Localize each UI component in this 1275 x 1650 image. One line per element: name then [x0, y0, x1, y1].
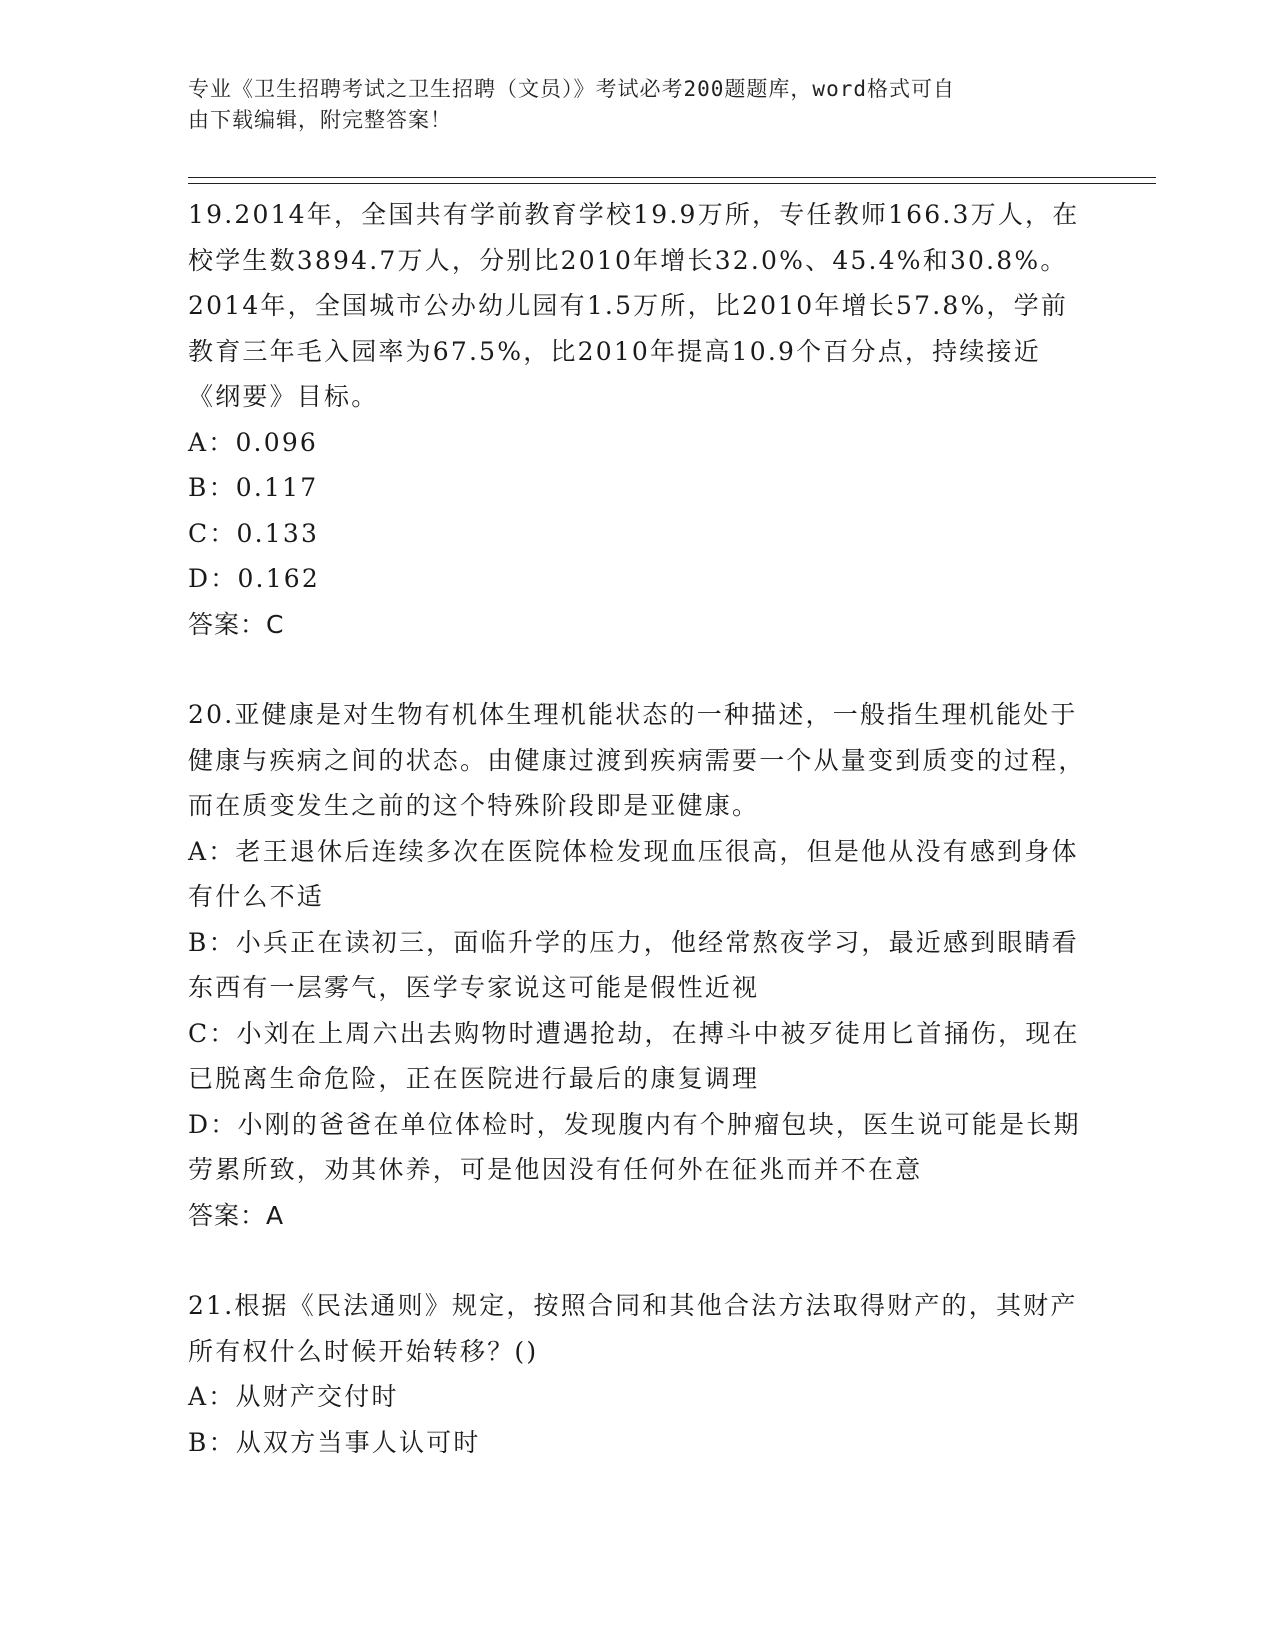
question-21: [188, 1283, 1088, 1465]
header-line-2: 由下载编辑，附完整答案！: [188, 108, 452, 132]
answer: 答案：C: [188, 609, 285, 639]
option-c: C：小刘在上周六出去购物时遭遇抢劫，在搏斗中被歹徒用匕首捅伤，现在已脱离生命危险，正在医院进行最后的康复调理: [188, 1018, 1080, 1093]
spacer: [188, 647, 1088, 692]
answer: 答案：A: [188, 1200, 285, 1230]
question-list: [188, 192, 1088, 1465]
option-d: D：小刚的爸爸在单位体检时，发现腹内有个肿瘤包块，医生说可能是长期劳累所致，劝其休养，可是他因没有任何外在征兆而并不在意: [188, 1109, 1081, 1184]
question-20: [188, 692, 1088, 1238]
spacer: [188, 1238, 1088, 1283]
option-a: A：老王退休后连续多次在医院体检发现血压很高，但是他从没有感到身体有什么不适: [188, 836, 1079, 911]
question-stem: 19.2014年，全国共有学前教育学校19.9万所，专任教师166.3万人，在校学生数3894.7万人，分别比2010年增长32.0%、45.4%和30.8%。2014年，全国城市公办幼儿园有1.5万所，比2010年增长57.8%，学前教育三年毛入园率为67.5%，比2010年提高10.9个百分点，持续接近《纲要》目标。: [188, 200, 1080, 411]
header-divider-bottom: [188, 183, 1156, 184]
header-divider-top: [188, 177, 1156, 178]
option-b: B：小兵正在读初三，面临升学的压力，他经常熬夜学习，最近感到眼睛看东西有一层雾气，医学专家说这可能是假性近视: [188, 927, 1079, 1002]
option-c: C：0.133: [188, 518, 320, 548]
option-d: D：0.162: [188, 564, 321, 593]
option-b: B：从双方当事人认可时: [188, 1427, 481, 1457]
option-a: A：0.096: [188, 427, 319, 457]
question-stem: 21.根据《民法通则》规定，按照合同和其他合法方法取得财产的，其财产所有权什么时候开始转移？(): [188, 1291, 1078, 1366]
question-stem: 20.亚健康是对生物有机体生理机能状态的一种描述，一般指生理机能处于健康与疾病之间的状态。由健康过渡到疾病需要一个从量变到质变的过程，而在质变发生之前的这个特殊阶段即是亚健康。: [188, 700, 1086, 820]
document-header: [188, 74, 1068, 136]
option-b: B：0.117: [188, 473, 319, 502]
header-line-1: 专业《卫生招聘考试之卫生招聘（文员）》考试必考200题题库，word格式可自: [188, 77, 955, 101]
option-a: A：从财产交付时: [188, 1382, 399, 1411]
question-19: [188, 192, 1088, 647]
